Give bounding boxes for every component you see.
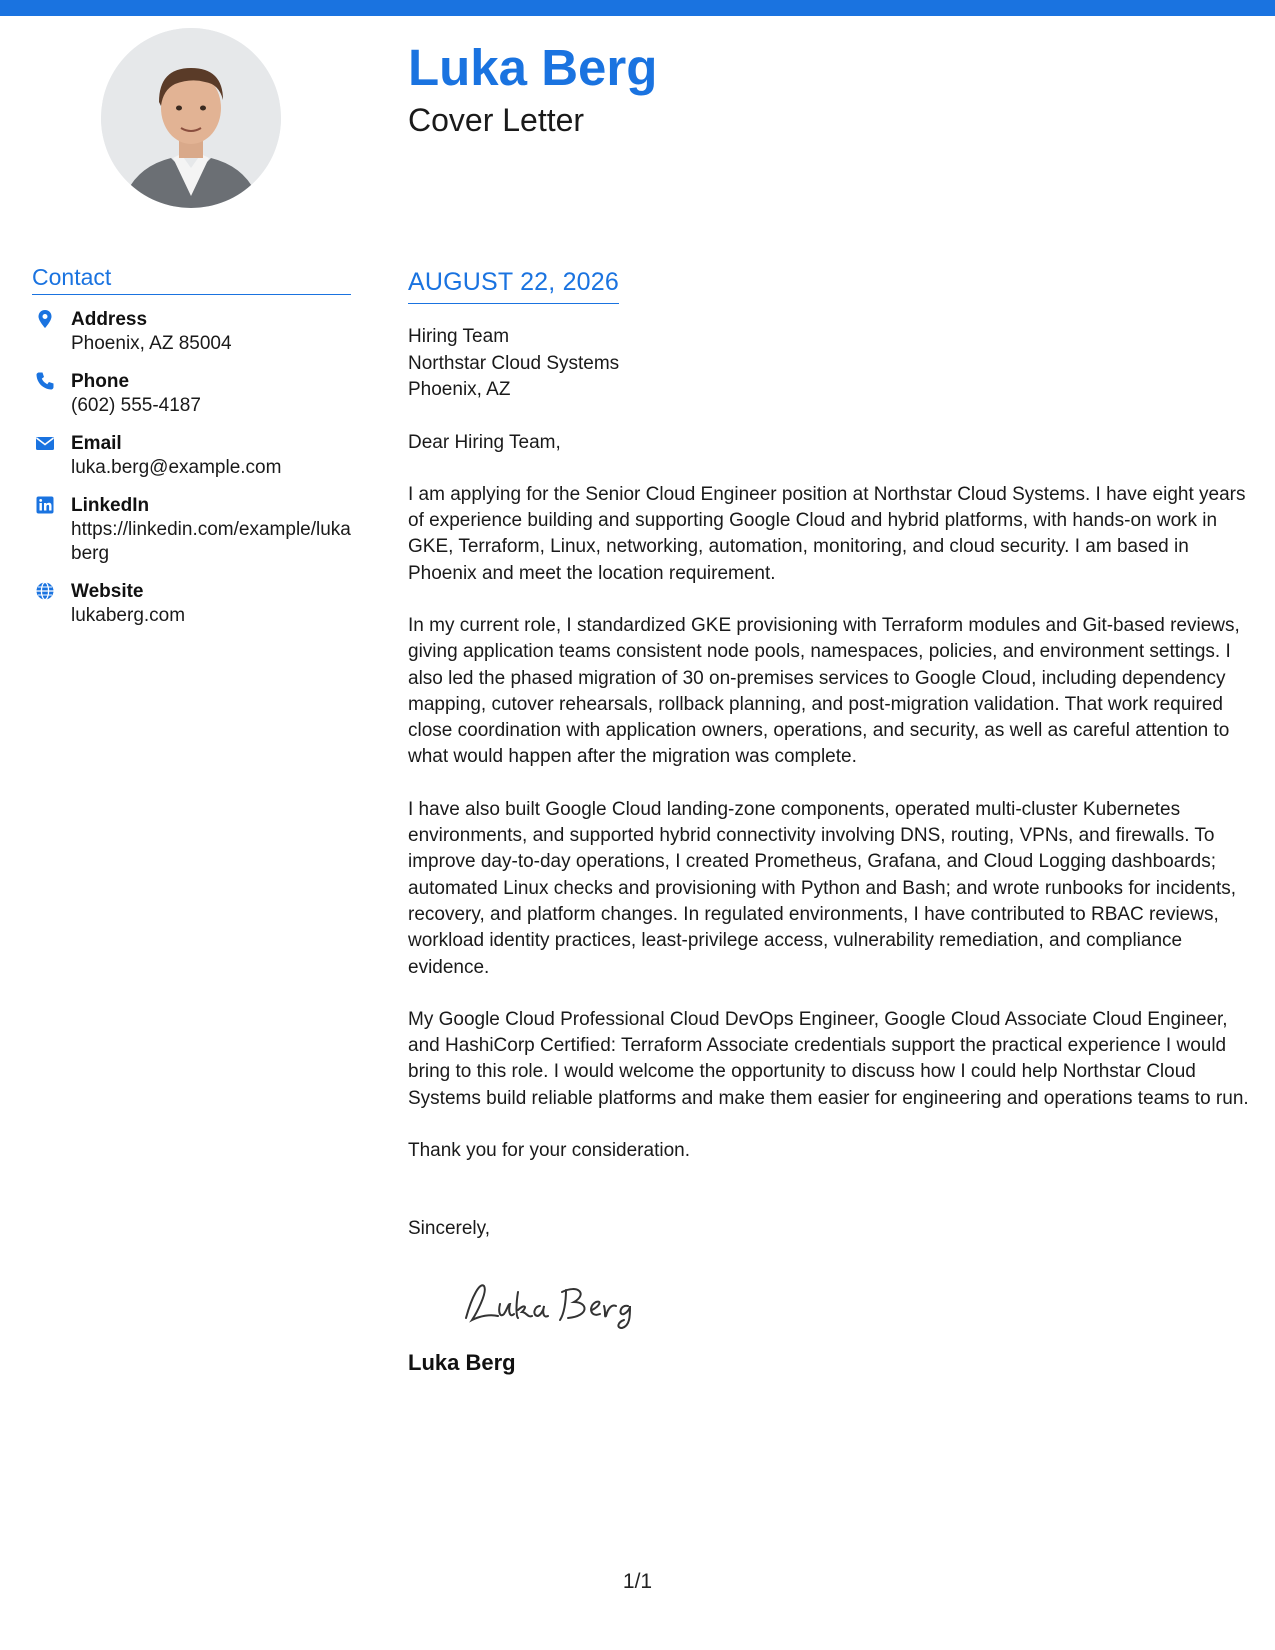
document-subtitle: Cover Letter [408,102,585,138]
contact-website [32,580,351,628]
contact-label: Website [71,581,144,602]
closing: Sincerely, [408,1218,491,1240]
profile-photo-illustration [101,28,281,208]
contact-value: (602) 555-4187 [71,395,201,416]
applicant-name: Luka Berg [408,39,658,96]
contact-phone [32,370,351,418]
top-accent-bar [0,0,1275,16]
contact-value: luka.berg@example.com [71,457,282,478]
contact-value: Phoenix, AZ 85004 [71,333,232,354]
profile-photo [101,28,281,208]
contact-label: Phone [71,371,130,392]
recipient-block [408,324,1250,404]
contact-heading: Contact [32,264,351,295]
letter-paragraph: Thank you for your consideration. [408,1140,690,1162]
letter-paragraph: My Google Cloud Professional Cloud DevOps Engineer, Google Cloud Associate Cloud Engineer, and HashiCorp Certified: Terraform Associate credentials support the practical experience I would bring to this role. I would welcome the opportunity to discuss how I could help Northstar Cloud Systems build reliable platforms and make them easier for engineering and operations teams to run. [408,1008,1249,1109]
greeting: Dear Hiring Team, [408,431,561,453]
letter-paragraph: I have also built Google Cloud landing-zone components, operated multi-cluster Kubernetes environments, and supported hybrid connectivity involving DNS, routing, VPNs, and firewalls. To improve day-to-day operations, I created Prometheus, Grafana, and Cloud Logging dashboards; automated Linux checks and provisioning with Python and Bash; and wrote runbooks for incidents, recovery, and platform changes. In regulated environments, I have contributed to RBAC reviews, workload identity practices, least-privilege access, vulnerability remediation, and compliance evidence. [408,798,1237,978]
contact-sidebar [32,264,351,628]
letter-paragraph: I am applying for the Senior Cloud Engineer position at Northstar Cloud Systems. I have eight years of experience building and supporting Google Cloud and hybrid platforms, with hands-on work in GKE, Terraform, Linux, networking, automation, monitoring, and cloud security. I am based in Phoenix and meet the location requirement. [408,483,1246,584]
contact-address [32,308,351,356]
recipient-line: Northstar Cloud Systems [408,352,620,374]
contact-label: Address [71,309,148,330]
contact-linkedin [32,494,351,566]
letter-date: AUGUST 22, 2026 [408,268,619,304]
linkedin-icon [35,495,55,515]
recipient-line: Phoenix, AZ [408,379,511,400]
website-link[interactable]: lukaberg.com [71,605,186,626]
phone-icon [35,371,55,391]
page-number: 1/1 [622,1570,653,1593]
contact-label: LinkedIn [71,495,150,516]
letter-paragraph: In my current role, I standardized GKE provisioning with Terraform modules and Git-based reviews, giving application teams consistent node pools, namespaces, policies, and environment settings. I also led the phased migration of 30 on-premises services to Google Cloud, including dependency mapping, cutover rehearsals, rollback planning, and post-migration validation. That work required close coordination with application owners, operations, and security, as well as careful attention to what would happen after the migration was complete. [408,614,1240,768]
letter-body [408,268,1250,1376]
contact-email [32,432,351,480]
globe-icon [35,581,55,601]
handwritten-signature [454,1266,654,1336]
contact-label: Email [71,433,122,454]
recipient-line: Hiring Team [408,326,510,347]
linkedin-link[interactable]: https://linkedin.com/example/lukaberg [71,519,351,564]
location-pin-icon [35,309,55,329]
signer-name: Luka Berg [408,1350,516,1376]
email-icon [35,433,55,453]
